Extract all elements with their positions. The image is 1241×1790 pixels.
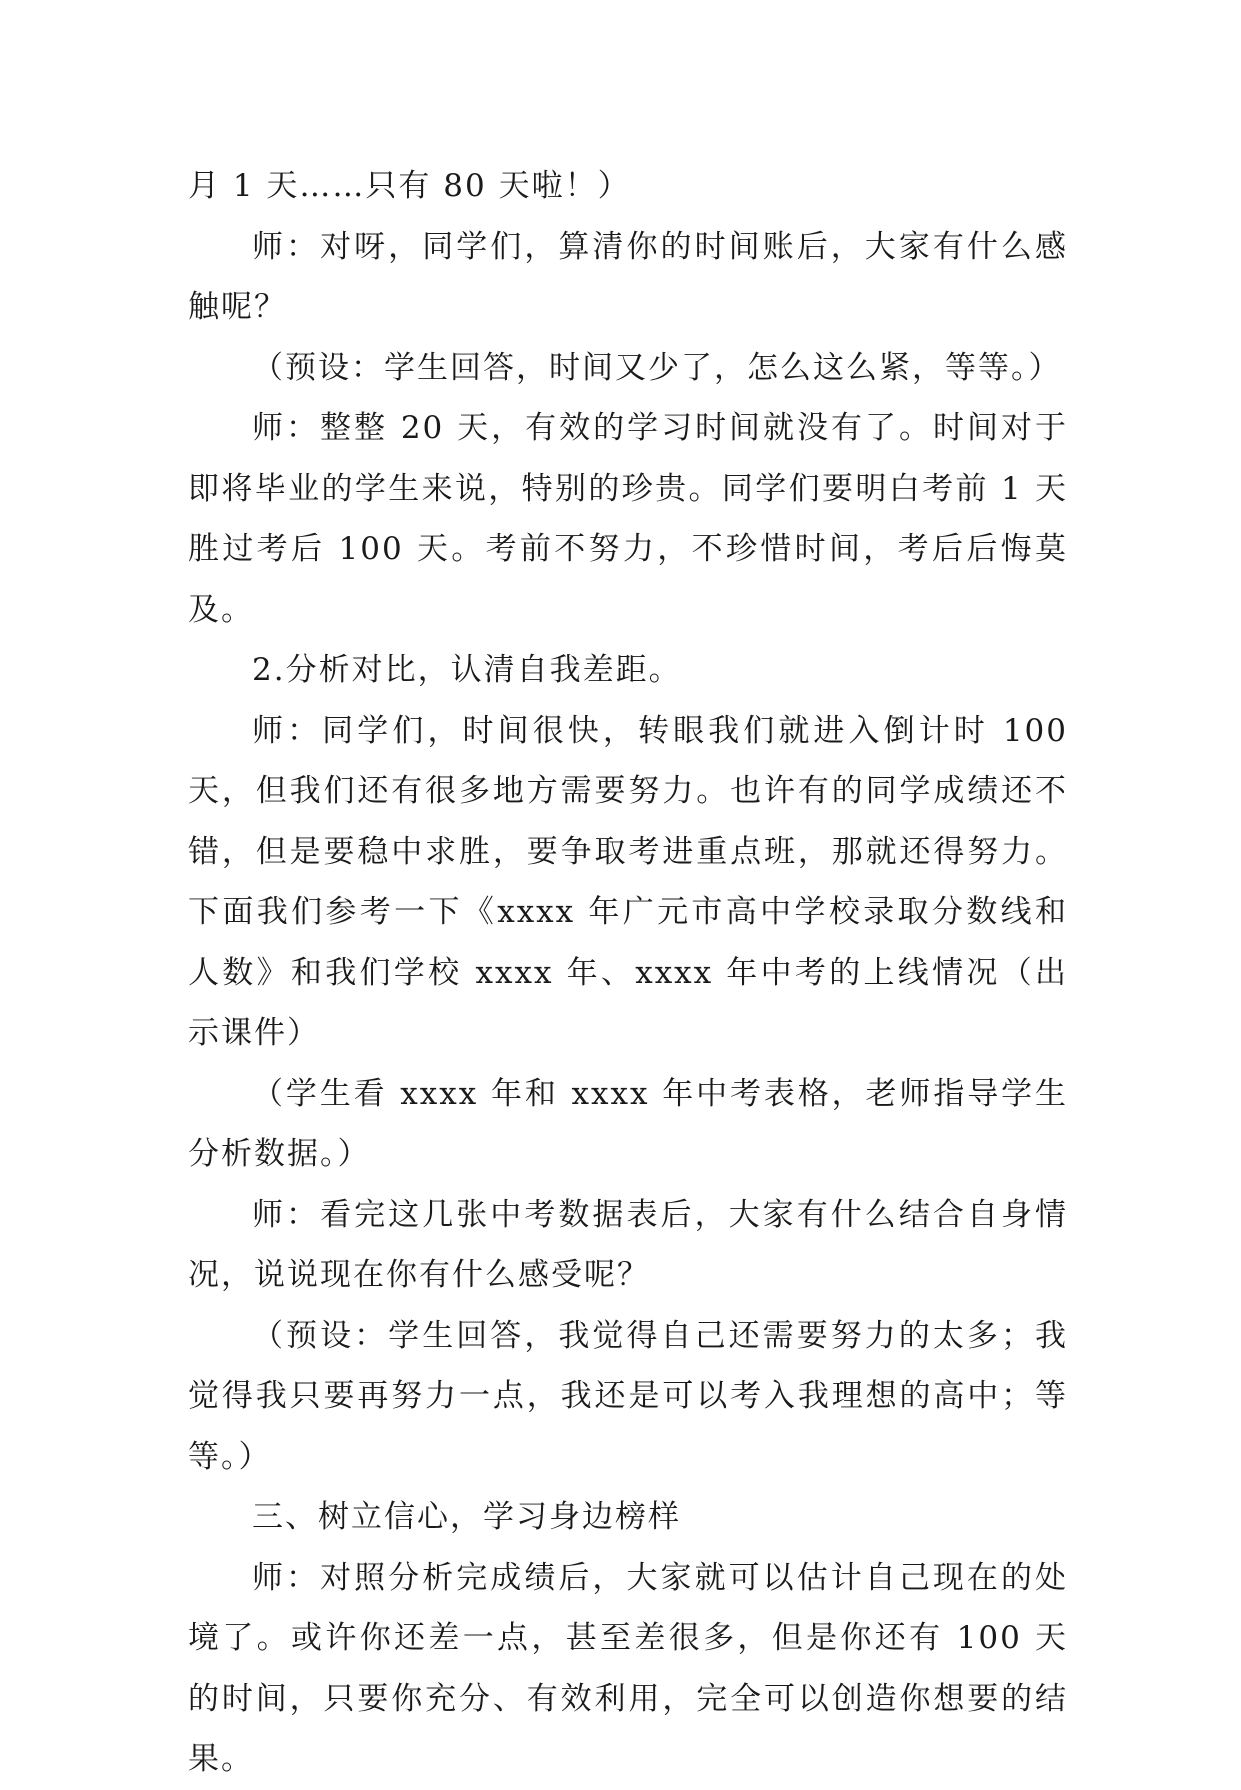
paragraph-teacher-countdown: 师：同学们，时间很快，转眼我们就进入倒计时 100 天，但我们还有很多地方需要努力。也许有的同学成绩还不错，但是要稳中求胜，要争取考进重点班，那就还得努力。下面我们参考一下《xxxx 年广元市高中学校录取分数线和人数》和我们学校 xxxx 年、xxxx 年中考的上线情况（出示课件）: [188, 712, 1068, 1051]
section-heading-confidence: 三、树立信心，学习身边榜样: [252, 1499, 681, 1535]
paragraph-teacher-situation: 师：对照分析完成绩后，大家就可以估计自己现在的处境了。或许你还差一点，甚至差很多，但是你还有 100 天的时间，只要你充分、有效利用，完全可以创造你想要的结果。: [188, 1559, 1068, 1777]
paragraph-preset-answer-1: （预设：学生回答，时间又少了，怎么这么紧，等等。）: [252, 349, 1062, 386]
section-heading-analysis: 2.分析对比，认清自我差距。: [252, 652, 682, 688]
paragraph-teacher-feelings: 师：看完这几张中考数据表后，大家有什么结合自身情况，说说现在你有什么感受呢？: [188, 1196, 1068, 1293]
paragraph-teacher-question: 师：对呀，同学们，算清你的时间账后，大家有什么感触呢？: [188, 228, 1068, 325]
document-body: [188, 156, 1068, 1790]
paragraph-student-data: （学生看 xxxx 年和 xxxx 年中考表格，老师指导学生分析数据。）: [188, 1075, 1068, 1172]
paragraph-preset-answer-2: （预设：学生回答，我觉得自己还需要努力的太多；我觉得我只要再努力一点，我还是可以考入我理想的高中；等等。）: [188, 1317, 1068, 1475]
paragraph-countdown-end: 月 1 天……只有 80 天啦！）: [188, 168, 631, 204]
paragraph-teacher-time-value: 师：整整 20 天，有效的学习时间就没有了。时间对于即将毕业的学生来说，特别的珍贵。同学们要明白考前 1 天胜过考后 100 天。考前不努力，不珍惜时间，考后后悔莫及。: [188, 410, 1068, 628]
